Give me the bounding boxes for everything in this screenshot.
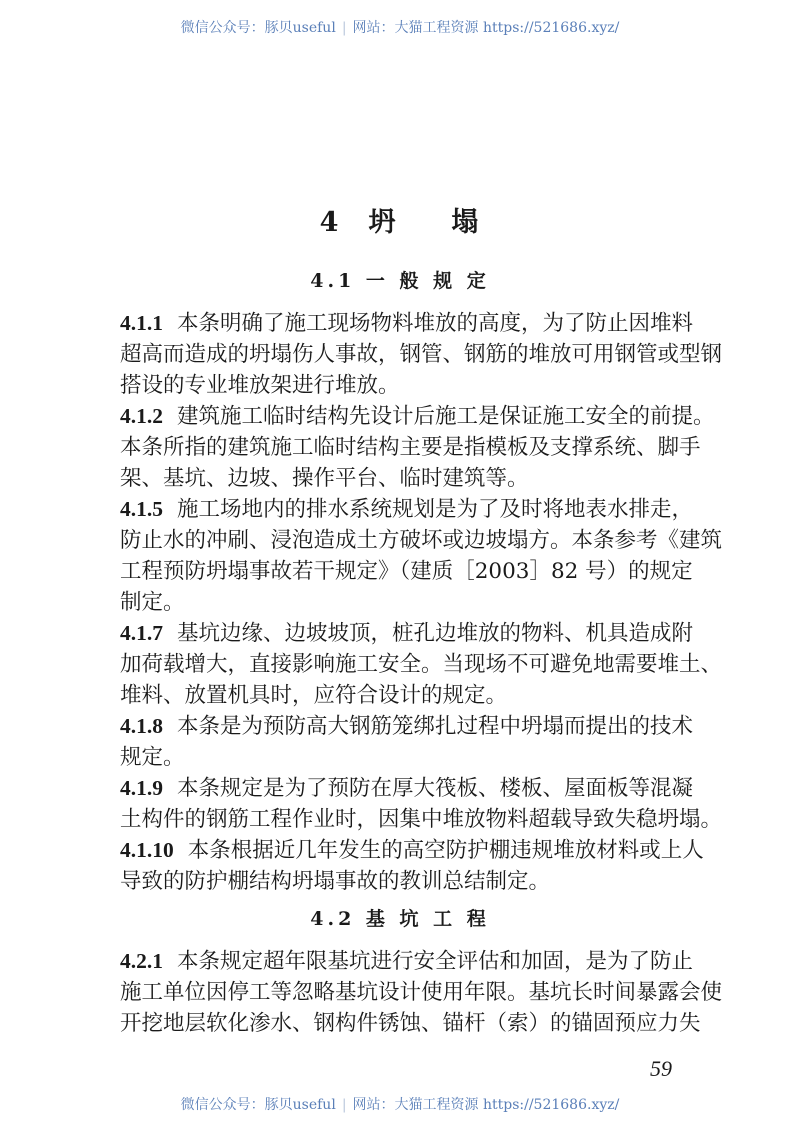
text-line	[120, 494, 694, 525]
clause-number: 4.1.10	[120, 838, 174, 862]
clause-text: 开挖地层软化渗水、钢构件锈蚀、锚杆（索）的锚固预应力失	[120, 1011, 701, 1036]
text-line	[120, 587, 682, 618]
text-line	[120, 977, 723, 1008]
text-line	[120, 711, 694, 742]
clause-text: 施工场地内的排水系统规划是为了及时将地表水排走，	[177, 497, 694, 522]
section-body	[120, 308, 723, 897]
clause-text: 本条规定是为了预防在厚大筏板、楼板、屋面板等混凝	[177, 776, 694, 801]
text-line	[120, 649, 723, 680]
clause-text: 施工单位因停工等忽略基坑设计使用年限。基坑长时间暴露会使	[120, 980, 723, 1005]
clause-text: 规定。	[120, 745, 185, 770]
text-line	[120, 773, 694, 804]
watermark-separator: |	[341, 1097, 347, 1113]
clause-paragraph	[120, 494, 723, 618]
watermark-right: 网站：大猫工程资源 https://521686.xyz/	[352, 20, 620, 36]
watermark-separator: |	[341, 20, 347, 36]
clause-number: 4.2.1	[120, 949, 163, 973]
text-line	[120, 401, 715, 432]
chapter-title	[0, 200, 800, 239]
clause-number: 4.1.9	[120, 776, 163, 800]
clause-text: 本条根据近几年发生的高空防护棚违规堆放材料或上人	[187, 838, 704, 863]
text-line	[120, 339, 723, 370]
clause-text: 土构件的钢筋工程作业时，因集中堆放物料超载导致失稳坍塌。	[120, 807, 723, 832]
clause-paragraph	[120, 711, 694, 773]
clause-text: 基坑边缘、边坡坡顶，桩孔边堆放的物料、机具造成附	[177, 621, 694, 646]
clause-text: 超高而造成的坍塌伤人事故，钢管、钢筋的堆放可用钢管或型钢	[120, 342, 723, 367]
text-line	[120, 742, 682, 773]
text-line	[120, 804, 723, 835]
watermark-left: 微信公众号：豚贝useful	[180, 1097, 336, 1113]
clause-text: 制定。	[120, 590, 185, 615]
text-line	[120, 866, 682, 897]
clause-text: 本条所指的建筑施工临时结构主要是指模板及支撑系统、脚手	[120, 435, 701, 460]
clause-number: 4.1.1	[120, 311, 163, 335]
chapter-number: 4	[319, 207, 341, 238]
text-line	[120, 835, 704, 866]
clause-text: 堆料、放置机具时，应符合设计的规定。	[120, 683, 508, 708]
text-line	[120, 463, 682, 494]
text-line	[120, 370, 682, 401]
text-line	[120, 680, 682, 711]
watermark-left: 微信公众号：豚贝useful	[180, 20, 336, 36]
clause-text: 搭设的专业堆放架进行堆放。	[120, 373, 400, 398]
clause-text: 工程预防坍塌事故若干规定》（建质［2003］82 号）的规定	[120, 559, 693, 584]
watermark-right: 网站：大猫工程资源 https://521686.xyz/	[352, 1097, 620, 1113]
clause-paragraph	[120, 308, 723, 401]
clause-number: 4.1.5	[120, 497, 163, 521]
text-line	[120, 525, 723, 556]
section-heading: 4.2 基 坑 工 程	[310, 908, 490, 930]
clause-number: 4.1.7	[120, 621, 163, 645]
clause-text: 加荷载增大，直接影响施工安全。当现场不可避免地需要堆土、	[120, 652, 723, 677]
clause-text: 本条明确了施工现场物料堆放的高度，为了防止因堆料	[177, 311, 694, 336]
chapter-title-char: 塌	[451, 207, 481, 238]
clause-paragraph	[120, 946, 723, 1039]
clause-paragraph	[120, 773, 723, 835]
clause-paragraph	[120, 618, 723, 711]
watermark-footer	[0, 1094, 800, 1114]
clause-text: 防止水的冲刷、浸泡造成土方破坏或边坡塌方。本条参考《建筑	[120, 528, 723, 553]
clause-text: 本条规定超年限基坑进行安全评估和加固，是为了防止	[177, 949, 694, 974]
clause-paragraph	[120, 401, 715, 494]
watermark-header	[0, 17, 800, 37]
section-body	[120, 946, 723, 1039]
page-number: 59	[650, 1056, 672, 1081]
clause-number: 4.1.8	[120, 714, 163, 738]
clause-text: 导致的防护棚结构坍塌事故的教训总结制定。	[120, 869, 551, 894]
text-line	[120, 432, 701, 463]
text-line	[120, 618, 694, 649]
clause-paragraph	[120, 835, 704, 897]
text-line	[120, 556, 693, 587]
clause-text: 架、基坑、边坡、操作平台、临时建筑等。	[120, 466, 529, 491]
text-line	[120, 1008, 701, 1039]
clause-text: 建筑施工临时结构先设计后施工是保证施工安全的前提。	[177, 404, 715, 429]
clause-text: 本条是为预防高大钢筋笼绑扎过程中坍塌而提出的技术	[177, 714, 694, 739]
clause-number: 4.1.2	[120, 404, 163, 428]
section-heading: 4.1 一 般 规 定	[310, 270, 490, 292]
chapter-title-char: 坍	[368, 207, 398, 238]
text-line	[120, 308, 694, 339]
text-line	[120, 946, 694, 977]
